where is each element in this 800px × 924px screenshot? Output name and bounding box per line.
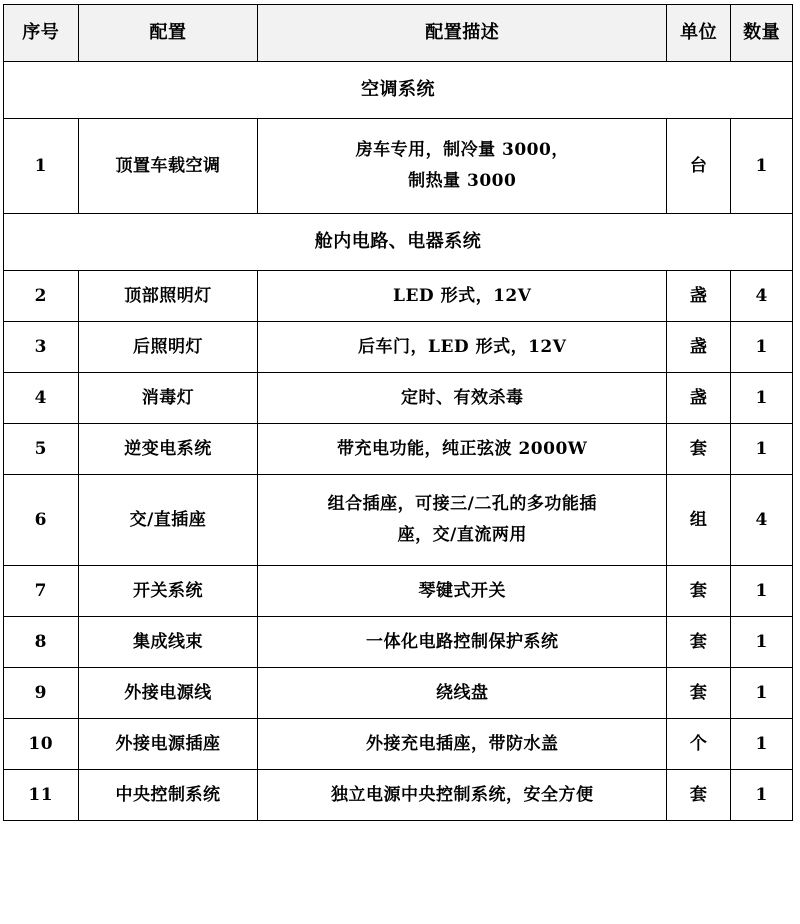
cell-config: 交/直插座: [78, 475, 258, 566]
cell-quantity: 1: [731, 424, 793, 475]
section-title-air-conditioning: 空调系统: [4, 62, 793, 119]
cell-no: 1: [4, 119, 79, 214]
cell-no: 5: [4, 424, 79, 475]
cell-unit: 个: [667, 719, 731, 770]
cell-no: 9: [4, 668, 79, 719]
table-row: [4, 119, 793, 214]
cell-config: 外接电源插座: [78, 719, 258, 770]
cell-unit: 盏: [667, 322, 731, 373]
description-line: 制热量 3000: [408, 171, 517, 191]
cell-quantity: 1: [731, 719, 793, 770]
description-line: 组合插座，可接三/二孔的多功能插: [327, 493, 597, 514]
cell-description: 绕线盘: [258, 668, 667, 719]
table-row: [4, 617, 793, 668]
description-line: 房车专用，制冷量 3000，: [355, 139, 569, 160]
description-line: 座，交/直流两用: [397, 525, 527, 545]
table-row: [4, 566, 793, 617]
section-title-row: [4, 214, 793, 271]
cell-description: 带充电功能，纯正弦波 2000W: [258, 424, 667, 475]
cell-quantity: 1: [731, 668, 793, 719]
cell-quantity: 4: [731, 271, 793, 322]
cell-config: 开关系统: [78, 566, 258, 617]
cell-unit: 套: [667, 424, 731, 475]
cell-unit: 盏: [667, 373, 731, 424]
table-row: [4, 322, 793, 373]
cell-description: [258, 119, 667, 214]
section-title-electrical: 舱内电路、电器系统: [4, 214, 793, 271]
cell-config: 中央控制系统: [78, 770, 258, 821]
vehicle-configuration-table: [3, 4, 793, 821]
cell-description: [258, 475, 667, 566]
cell-config: 顶部照明灯: [78, 271, 258, 322]
table-row: [4, 719, 793, 770]
cell-description: 独立电源中央控制系统，安全方便: [258, 770, 667, 821]
table-row: [4, 770, 793, 821]
cell-no: 2: [4, 271, 79, 322]
cell-description: LED 形式，12V: [258, 271, 667, 322]
cell-description: 后车门，LED 形式，12V: [258, 322, 667, 373]
table-header-row: [4, 5, 793, 62]
table-row: [4, 475, 793, 566]
table-row: [4, 424, 793, 475]
cell-config: 外接电源线: [78, 668, 258, 719]
table-row: [4, 373, 793, 424]
cell-unit: 台: [667, 119, 731, 214]
cell-quantity: 1: [731, 119, 793, 214]
cell-no: 11: [4, 770, 79, 821]
cell-config: 后照明灯: [78, 322, 258, 373]
header-cell-config: 配置: [78, 5, 258, 62]
header-cell-description: 配置描述: [258, 5, 667, 62]
table-row: [4, 668, 793, 719]
cell-quantity: 1: [731, 770, 793, 821]
cell-unit: 套: [667, 566, 731, 617]
header-cell-no: 序号: [4, 5, 79, 62]
cell-unit: 套: [667, 617, 731, 668]
cell-description: 一体化电路控制保护系统: [258, 617, 667, 668]
cell-config: 集成线束: [78, 617, 258, 668]
cell-unit: 套: [667, 668, 731, 719]
cell-no: 3: [4, 322, 79, 373]
cell-no: 8: [4, 617, 79, 668]
cell-quantity: 1: [731, 566, 793, 617]
cell-config: 逆变电系统: [78, 424, 258, 475]
document-page: [0, 4, 800, 924]
cell-unit: 组: [667, 475, 731, 566]
cell-quantity: 4: [731, 475, 793, 566]
cell-description: 琴键式开关: [258, 566, 667, 617]
cell-no: 6: [4, 475, 79, 566]
cell-config: 顶置车载空调: [78, 119, 258, 214]
header-cell-unit: 单位: [667, 5, 731, 62]
table-row: [4, 271, 793, 322]
cell-no: 10: [4, 719, 79, 770]
header-cell-quantity: 数量: [731, 5, 793, 62]
section-title-row: [4, 62, 793, 119]
cell-quantity: 1: [731, 373, 793, 424]
cell-quantity: 1: [731, 322, 793, 373]
cell-quantity: 1: [731, 617, 793, 668]
cell-unit: 套: [667, 770, 731, 821]
cell-config: 消毒灯: [78, 373, 258, 424]
cell-unit: 盏: [667, 271, 731, 322]
cell-no: 4: [4, 373, 79, 424]
cell-no: 7: [4, 566, 79, 617]
cell-description: 外接充电插座，带防水盖: [258, 719, 667, 770]
cell-description: 定时、有效杀毒: [258, 373, 667, 424]
